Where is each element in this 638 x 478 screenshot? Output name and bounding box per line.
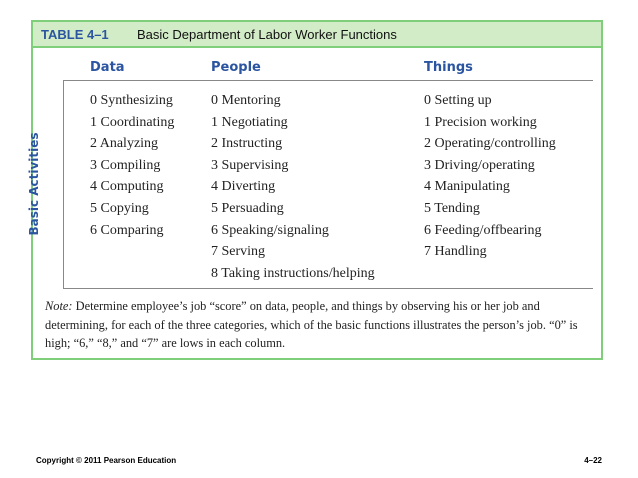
side-label [27, 132, 41, 236]
column-heading-people: People [211, 60, 261, 75]
list-item: 6 Speaking/signaling [211, 222, 329, 238]
list-item: 7 Handling [424, 244, 487, 260]
table-number: TABLE 4–1 [41, 27, 109, 42]
page-number: 4–22 [584, 456, 602, 465]
list-item: 3 Supervising [211, 157, 289, 173]
list-item: 2 Analyzing [90, 136, 159, 152]
copyright-text: Copyright © 2011 Pearson Education [36, 456, 177, 465]
table-note [45, 297, 590, 353]
list-item: 0 Synthesizing [90, 93, 173, 108]
list-item: 1 Negotiating [211, 114, 288, 130]
list-item: 1 Precision working [424, 114, 537, 130]
list-item: 3 Driving/operating [424, 157, 535, 173]
list-item: 4 Diverting [211, 179, 276, 195]
header-divider [63, 80, 593, 81]
list-item: 5 Persuading [211, 200, 284, 216]
note-label: Note: [45, 299, 73, 313]
column-heading-data: Data [90, 60, 125, 75]
list-item: 0 Setting up [424, 93, 492, 108]
table-frame [27, 20, 603, 360]
list-item: 4 Manipulating [424, 179, 510, 195]
list-item: 5 Tending [424, 200, 480, 216]
list-item: 7 Serving [211, 244, 266, 260]
list-item: 4 Computing [90, 179, 164, 195]
list-item: 5 Copying [90, 200, 149, 216]
side-label-text: Basic Activities [27, 132, 41, 236]
list-item: 6 Comparing [90, 222, 164, 238]
list-item: 0 Mentoring [211, 93, 281, 108]
column-heading-things: Things [424, 60, 473, 75]
table-bottom-divider [63, 288, 593, 289]
list-item: 6 Feeding/offbearing [424, 222, 542, 238]
list-item: 1 Coordinating [90, 114, 175, 130]
data-column-list [90, 90, 174, 241]
side-divider [63, 81, 64, 288]
list-item: 3 Compiling [90, 157, 161, 173]
things-column-list [424, 90, 556, 263]
people-column-list [211, 90, 375, 284]
list-item: 2 Instructing [211, 136, 283, 152]
table-title-bar [33, 22, 601, 48]
note-text: Determine employee’s job “score” on data, people, and things by observing his or her job and determining, for each of the three categories, which of the basic functions illustrates the person’s job. “0” is high; “6,” “8,” and “7” are lows in each column. [45, 299, 578, 350]
table-title: Basic Department of Labor Worker Functions [137, 27, 397, 42]
list-item: 8 Taking instructions/helping [211, 265, 375, 281]
list-item: 2 Operating/controlling [424, 136, 556, 152]
